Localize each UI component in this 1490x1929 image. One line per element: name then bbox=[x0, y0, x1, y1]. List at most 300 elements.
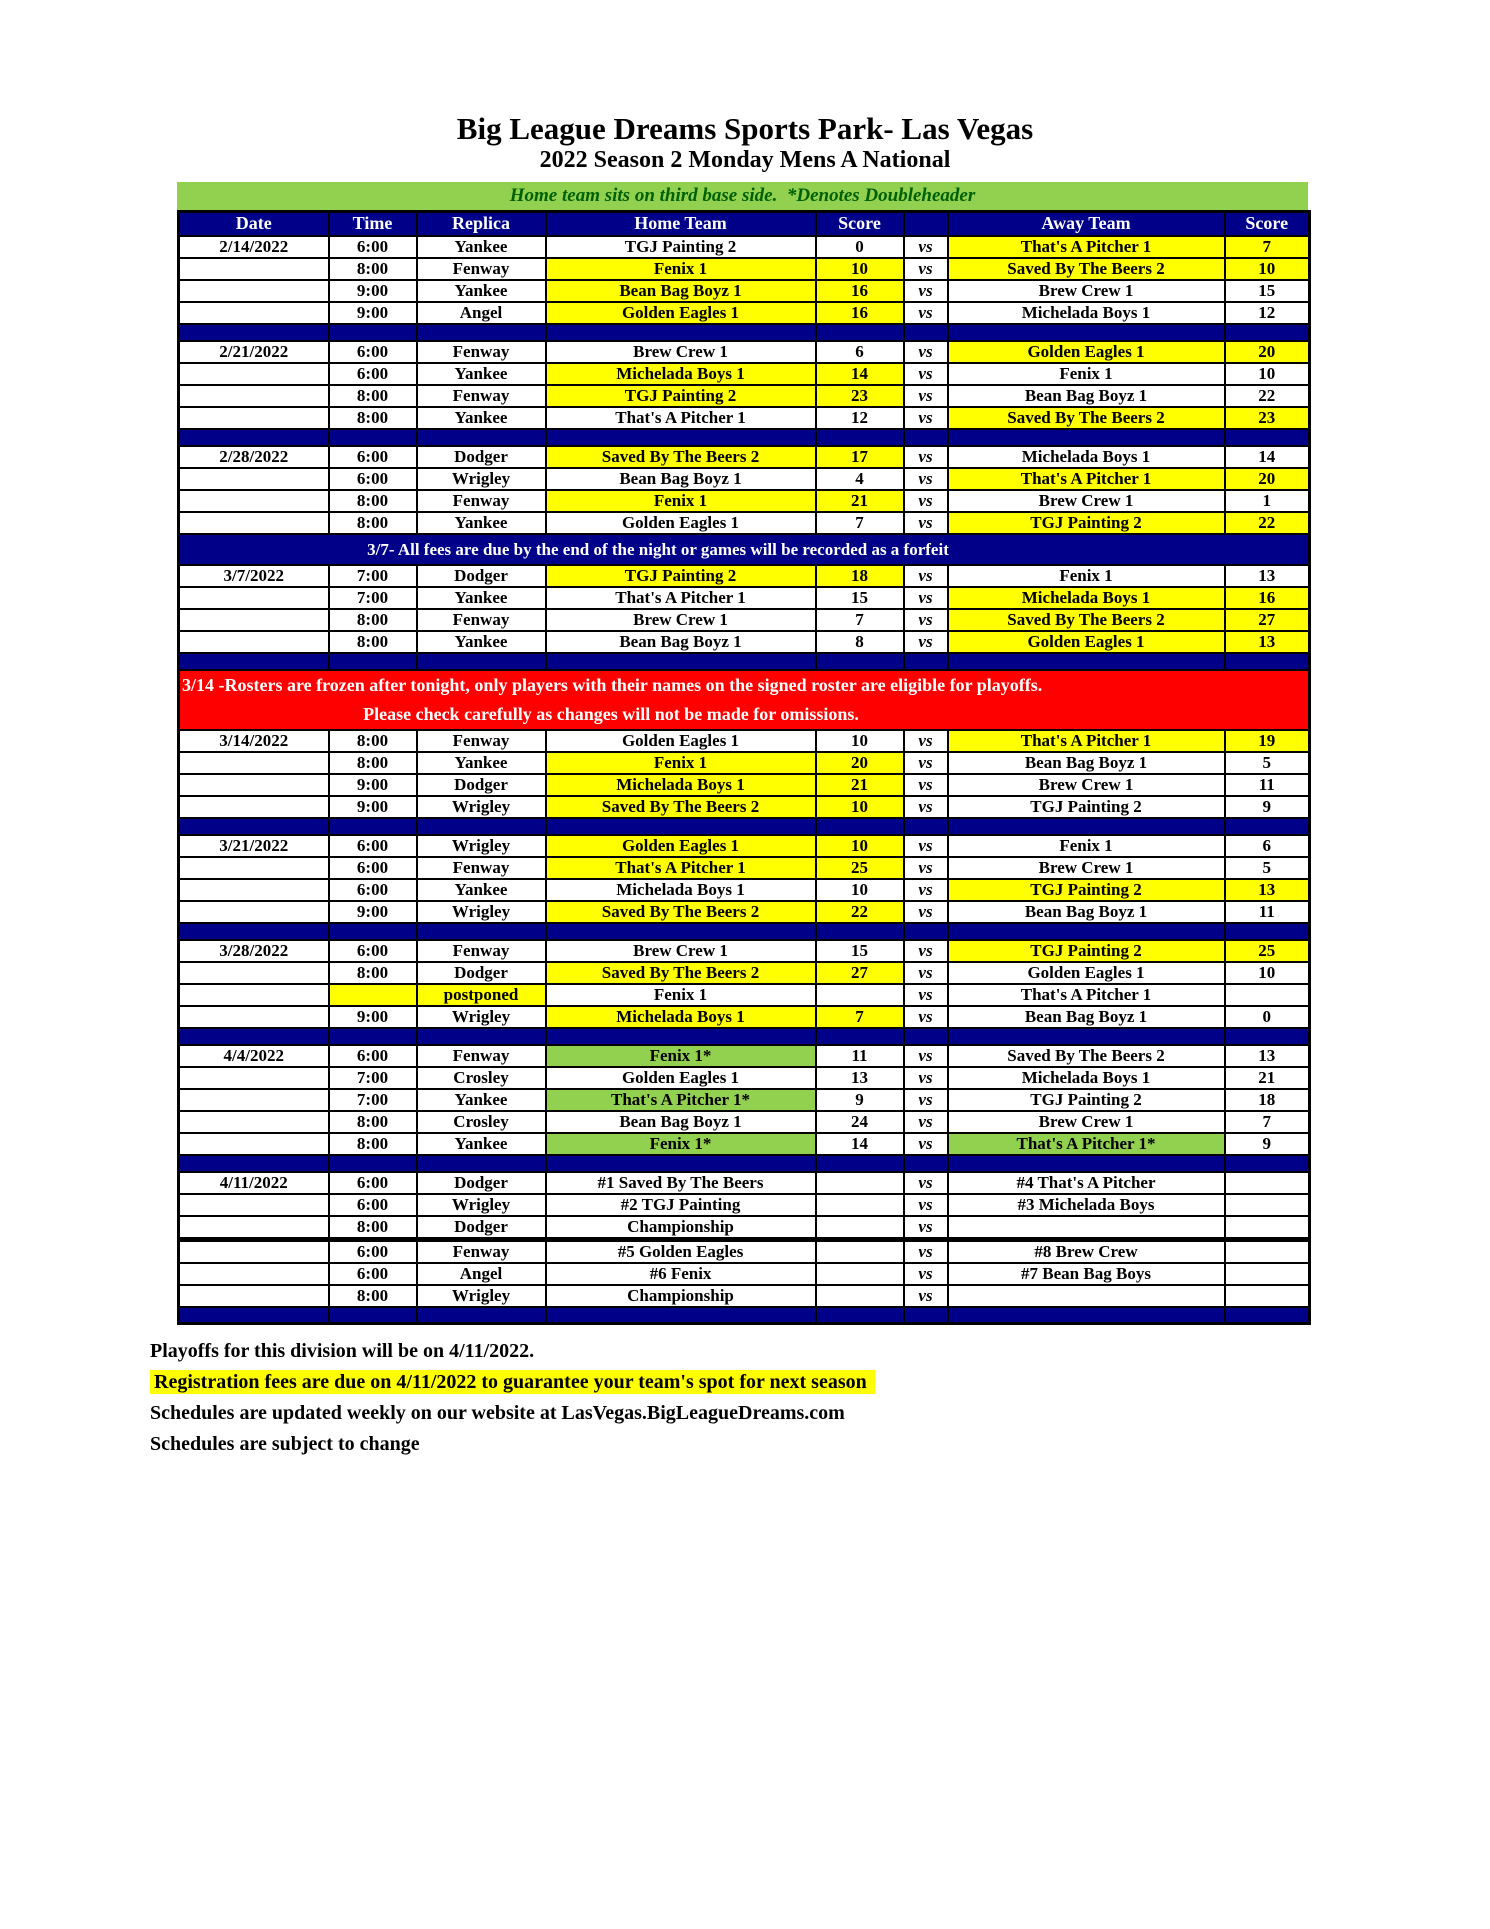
away-score-cell: 20 bbox=[1225, 341, 1310, 363]
home-team-cell: Michelada Boys 1 bbox=[546, 879, 816, 901]
date-cell: 3/21/2022 bbox=[179, 835, 329, 857]
vs-cell: vs bbox=[904, 587, 948, 609]
vs-cell: vs bbox=[904, 857, 948, 879]
replica-cell: Wrigley bbox=[417, 468, 546, 490]
date-cell: 4/4/2022 bbox=[179, 1045, 329, 1067]
vs-cell: vs bbox=[904, 1006, 948, 1028]
away-team-cell: TGJ Painting 2 bbox=[948, 879, 1225, 901]
game-row bbox=[179, 1045, 1310, 1067]
separator-home-score-cell bbox=[816, 324, 904, 341]
home-score-cell bbox=[816, 1285, 904, 1307]
vs-cell: vs bbox=[904, 1263, 948, 1285]
home-score-cell: 9 bbox=[816, 1089, 904, 1111]
separator-time-cell bbox=[329, 653, 417, 670]
date-cell bbox=[179, 901, 329, 923]
separator-away-team-cell bbox=[948, 1028, 1225, 1045]
away-score-cell: 15 bbox=[1225, 280, 1310, 302]
home-team-cell: That's A Pitcher 1 bbox=[546, 407, 816, 429]
home-team-cell: Fenix 1 bbox=[546, 490, 816, 512]
date-cell bbox=[179, 752, 329, 774]
home-team-cell: Brew Crew 1 bbox=[546, 609, 816, 631]
away-score-cell: 7 bbox=[1225, 1111, 1310, 1133]
date-cell bbox=[179, 879, 329, 901]
time-cell: 6:00 bbox=[329, 835, 417, 857]
time-cell: 6:00 bbox=[329, 940, 417, 962]
date-cell bbox=[179, 609, 329, 631]
date-cell bbox=[179, 962, 329, 984]
home-score-cell: 0 bbox=[816, 236, 904, 258]
away-score-cell: 25 bbox=[1225, 940, 1310, 962]
away-score-cell: 11 bbox=[1225, 901, 1310, 923]
away-score-cell: 19 bbox=[1225, 730, 1310, 752]
separator-replica-cell bbox=[417, 653, 546, 670]
separator-away-score-cell bbox=[1225, 1028, 1310, 1045]
away-team-cell: #8 Brew Crew bbox=[948, 1239, 1225, 1263]
date-cell bbox=[179, 258, 329, 280]
away-score-cell bbox=[1225, 984, 1310, 1006]
game-row bbox=[179, 407, 1310, 429]
time-cell: 8:00 bbox=[329, 512, 417, 534]
vs-cell: vs bbox=[904, 796, 948, 818]
date-cell bbox=[179, 1111, 329, 1133]
notice-text bbox=[179, 534, 1310, 565]
time-cell: 8:00 bbox=[329, 1133, 417, 1155]
home-team-cell: That's A Pitcher 1 bbox=[546, 857, 816, 879]
separator-row bbox=[179, 429, 1310, 446]
game-row bbox=[179, 1133, 1310, 1155]
game-row bbox=[179, 752, 1310, 774]
game-row bbox=[179, 236, 1310, 258]
away-score-cell: 16 bbox=[1225, 587, 1310, 609]
replica-cell: Yankee bbox=[417, 363, 546, 385]
away-score-cell: 13 bbox=[1225, 565, 1310, 587]
time-cell: 8:00 bbox=[329, 631, 417, 653]
footer bbox=[150, 1339, 1490, 1457]
away-score-cell: 23 bbox=[1225, 407, 1310, 429]
footer-registration-note: Registration fees are due on 4/11/2022 to guarantee your team's spot for next season bbox=[150, 1370, 875, 1394]
date-cell: 2/21/2022 bbox=[179, 341, 329, 363]
time-cell: 8:00 bbox=[329, 752, 417, 774]
date-cell bbox=[179, 631, 329, 653]
away-team-cell: Brew Crew 1 bbox=[948, 490, 1225, 512]
separator-away-score-cell bbox=[1225, 1307, 1310, 1324]
col-header-away-score: Score bbox=[1225, 212, 1310, 236]
page-title: Big League Dreams Sports Park- Las Vegas bbox=[456, 111, 1034, 146]
separator-away-score-cell bbox=[1225, 324, 1310, 341]
replica-cell: Wrigley bbox=[417, 796, 546, 818]
separator-away-score-cell bbox=[1225, 653, 1310, 670]
separator-home-score-cell bbox=[816, 818, 904, 835]
vs-cell: vs bbox=[904, 363, 948, 385]
vs-cell: vs bbox=[904, 879, 948, 901]
replica-cell: Fenway bbox=[417, 940, 546, 962]
separator-replica-cell bbox=[417, 1028, 546, 1045]
away-score-cell: 9 bbox=[1225, 796, 1310, 818]
away-team-cell: Brew Crew 1 bbox=[948, 857, 1225, 879]
home-score-cell: 11 bbox=[816, 1045, 904, 1067]
date-cell bbox=[179, 512, 329, 534]
time-cell: 8:00 bbox=[329, 407, 417, 429]
date-cell bbox=[179, 302, 329, 324]
home-score-cell bbox=[816, 1263, 904, 1285]
away-score-cell: 0 bbox=[1225, 1006, 1310, 1028]
replica-cell: Crosley bbox=[417, 1067, 546, 1089]
replica-cell: Yankee bbox=[417, 587, 546, 609]
away-team-cell: That's A Pitcher 1 bbox=[948, 468, 1225, 490]
game-row bbox=[179, 341, 1310, 363]
replica-cell: postponed bbox=[417, 984, 546, 1006]
schedule-table bbox=[177, 210, 1311, 1325]
away-score-cell: 13 bbox=[1225, 1045, 1310, 1067]
separator-time-cell bbox=[329, 1028, 417, 1045]
game-row bbox=[179, 730, 1310, 752]
separator-home-score-cell bbox=[816, 1028, 904, 1045]
separator-date-cell bbox=[179, 923, 329, 940]
away-team-cell: #7 Bean Bag Boys bbox=[948, 1263, 1225, 1285]
home-team-cell: #5 Golden Eagles bbox=[546, 1239, 816, 1263]
game-row bbox=[179, 774, 1310, 796]
separator-replica-cell bbox=[417, 923, 546, 940]
game-row bbox=[179, 512, 1310, 534]
vs-cell: vs bbox=[904, 385, 948, 407]
home-team-cell: Championship bbox=[546, 1285, 816, 1307]
separator-date-cell bbox=[179, 1028, 329, 1045]
vs-cell: vs bbox=[904, 730, 948, 752]
separator-away-team-cell bbox=[948, 818, 1225, 835]
time-cell: 8:00 bbox=[329, 1216, 417, 1240]
vs-cell: vs bbox=[904, 446, 948, 468]
away-team-cell: Michelada Boys 1 bbox=[948, 587, 1225, 609]
away-score-cell: 9 bbox=[1225, 1133, 1310, 1155]
away-team-cell: Michelada Boys 1 bbox=[948, 302, 1225, 324]
home-score-cell: 15 bbox=[816, 587, 904, 609]
vs-cell: vs bbox=[904, 1045, 948, 1067]
separator-replica-cell bbox=[417, 818, 546, 835]
replica-cell: Wrigley bbox=[417, 835, 546, 857]
away-team-cell: Bean Bag Boyz 1 bbox=[948, 752, 1225, 774]
footer-registration-line bbox=[150, 1370, 1490, 1395]
vs-cell: vs bbox=[904, 302, 948, 324]
home-team-cell: Fenix 1 bbox=[546, 984, 816, 1006]
game-row bbox=[179, 796, 1310, 818]
col-header-spacer bbox=[904, 212, 948, 236]
date-cell bbox=[179, 1089, 329, 1111]
time-cell: 8:00 bbox=[329, 1111, 417, 1133]
separator-replica-cell bbox=[417, 324, 546, 341]
game-row bbox=[179, 1239, 1310, 1263]
replica-cell: Yankee bbox=[417, 1089, 546, 1111]
away-team-cell: #3 Michelada Boys bbox=[948, 1194, 1225, 1216]
away-team-cell: TGJ Painting 2 bbox=[948, 1089, 1225, 1111]
col-header-home-score: Score bbox=[816, 212, 904, 236]
time-cell: 9:00 bbox=[329, 302, 417, 324]
vs-cell: vs bbox=[904, 940, 948, 962]
replica-cell: Fenway bbox=[417, 730, 546, 752]
home-score-cell: 14 bbox=[816, 1133, 904, 1155]
vs-cell: vs bbox=[904, 341, 948, 363]
vs-cell: vs bbox=[904, 835, 948, 857]
separator-home-score-cell bbox=[816, 1155, 904, 1172]
replica-cell: Dodger bbox=[417, 774, 546, 796]
date-cell: 4/11/2022 bbox=[179, 1172, 329, 1194]
home-score-cell: 24 bbox=[816, 1111, 904, 1133]
game-row bbox=[179, 587, 1310, 609]
game-row bbox=[179, 385, 1310, 407]
time-cell: 9:00 bbox=[329, 280, 417, 302]
home-team-cell: Fenix 1* bbox=[546, 1045, 816, 1067]
replica-cell: Fenway bbox=[417, 258, 546, 280]
game-row bbox=[179, 1172, 1310, 1194]
separator-time-cell bbox=[329, 923, 417, 940]
away-team-cell: Saved By The Beers 2 bbox=[948, 1045, 1225, 1067]
away-score-cell: 5 bbox=[1225, 752, 1310, 774]
home-score-cell bbox=[816, 1172, 904, 1194]
away-team-cell: Brew Crew 1 bbox=[948, 1111, 1225, 1133]
date-cell bbox=[179, 385, 329, 407]
separator-away-team-cell bbox=[948, 923, 1225, 940]
away-team-cell: Michelada Boys 1 bbox=[948, 446, 1225, 468]
away-team-cell: Michelada Boys 1 bbox=[948, 1067, 1225, 1089]
replica-cell: Fenway bbox=[417, 609, 546, 631]
home-score-cell: 10 bbox=[816, 796, 904, 818]
home-score-cell: 10 bbox=[816, 879, 904, 901]
away-score-cell: 20 bbox=[1225, 468, 1310, 490]
away-score-cell: 7 bbox=[1225, 236, 1310, 258]
replica-cell: Yankee bbox=[417, 236, 546, 258]
home-score-cell: 18 bbox=[816, 565, 904, 587]
home-score-cell bbox=[816, 1194, 904, 1216]
separator-home-team-cell bbox=[546, 818, 816, 835]
separator-row bbox=[179, 923, 1310, 940]
notice-line: 3/7- All fees are due by the end of the night or games will be recorded as a forfeit bbox=[367, 539, 949, 559]
replica-cell: Fenway bbox=[417, 857, 546, 879]
home-score-cell: 6 bbox=[816, 341, 904, 363]
away-score-cell: 13 bbox=[1225, 879, 1310, 901]
separator-row bbox=[179, 1307, 1310, 1324]
time-cell: 6:00 bbox=[329, 1045, 417, 1067]
game-row bbox=[179, 1111, 1310, 1133]
home-team-cell: Michelada Boys 1 bbox=[546, 1006, 816, 1028]
game-row bbox=[179, 1067, 1310, 1089]
home-team-cell: #2 TGJ Painting bbox=[546, 1194, 816, 1216]
replica-cell: Dodger bbox=[417, 962, 546, 984]
game-row bbox=[179, 857, 1310, 879]
footer-playoffs-note: Playoffs for this division will be on 4/11/2022. bbox=[150, 1340, 535, 1362]
replica-cell: Angel bbox=[417, 1263, 546, 1285]
away-score-cell: 11 bbox=[1225, 774, 1310, 796]
separator-date-cell bbox=[179, 818, 329, 835]
home-team-cell: Golden Eagles 1 bbox=[546, 302, 816, 324]
separator-date-cell bbox=[179, 324, 329, 341]
home-score-cell: 27 bbox=[816, 962, 904, 984]
header-row bbox=[179, 212, 1310, 236]
replica-cell: Fenway bbox=[417, 385, 546, 407]
replica-cell: Crosley bbox=[417, 1111, 546, 1133]
separator-away-team-cell bbox=[948, 653, 1225, 670]
home-team-cell: Bean Bag Boyz 1 bbox=[546, 280, 816, 302]
separator-away-score-cell bbox=[1225, 818, 1310, 835]
separator-vs-cell bbox=[904, 324, 948, 341]
time-cell: 8:00 bbox=[329, 962, 417, 984]
separator-vs-cell bbox=[904, 1307, 948, 1324]
away-team-cell: Brew Crew 1 bbox=[948, 280, 1225, 302]
separator-vs-cell bbox=[904, 818, 948, 835]
notice-row-blue bbox=[179, 534, 1310, 565]
game-row bbox=[179, 468, 1310, 490]
separator-row bbox=[179, 818, 1310, 835]
away-score-cell: 6 bbox=[1225, 835, 1310, 857]
date-cell bbox=[179, 774, 329, 796]
away-team-cell: Brew Crew 1 bbox=[948, 774, 1225, 796]
away-team-cell: That's A Pitcher 1 bbox=[948, 984, 1225, 1006]
time-cell: 6:00 bbox=[329, 446, 417, 468]
separator-time-cell bbox=[329, 324, 417, 341]
vs-cell: vs bbox=[904, 962, 948, 984]
home-score-cell: 8 bbox=[816, 631, 904, 653]
date-cell: 3/14/2022 bbox=[179, 730, 329, 752]
away-team-cell: TGJ Painting 2 bbox=[948, 796, 1225, 818]
home-team-cell: Golden Eagles 1 bbox=[546, 1067, 816, 1089]
away-score-cell: 14 bbox=[1225, 446, 1310, 468]
home-score-cell: 16 bbox=[816, 302, 904, 324]
separator-vs-cell bbox=[904, 1028, 948, 1045]
separator-vs-cell bbox=[904, 653, 948, 670]
away-score-cell bbox=[1225, 1239, 1310, 1263]
separator-home-team-cell bbox=[546, 923, 816, 940]
home-score-cell: 10 bbox=[816, 835, 904, 857]
home-team-cell: Saved By The Beers 2 bbox=[546, 446, 816, 468]
replica-cell: Yankee bbox=[417, 1133, 546, 1155]
date-cell bbox=[179, 1285, 329, 1307]
time-cell: 7:00 bbox=[329, 587, 417, 609]
date-cell bbox=[179, 1216, 329, 1240]
home-score-cell bbox=[816, 984, 904, 1006]
date-cell: 2/28/2022 bbox=[179, 446, 329, 468]
home-score-cell: 14 bbox=[816, 363, 904, 385]
home-team-cell: Golden Eagles 1 bbox=[546, 512, 816, 534]
replica-cell: Angel bbox=[417, 302, 546, 324]
time-cell: 6:00 bbox=[329, 1194, 417, 1216]
home-score-cell: 20 bbox=[816, 752, 904, 774]
home-score-cell: 17 bbox=[816, 446, 904, 468]
replica-cell: Yankee bbox=[417, 752, 546, 774]
separator-home-team-cell bbox=[546, 1155, 816, 1172]
vs-cell: vs bbox=[904, 1089, 948, 1111]
separator-home-team-cell bbox=[546, 1028, 816, 1045]
home-team-cell: Fenix 1 bbox=[546, 258, 816, 280]
date-cell bbox=[179, 1263, 329, 1285]
separator-row bbox=[179, 1155, 1310, 1172]
away-team-cell: Saved By The Beers 2 bbox=[948, 609, 1225, 631]
date-cell bbox=[179, 1006, 329, 1028]
time-cell: 8:00 bbox=[329, 609, 417, 631]
game-row bbox=[179, 1006, 1310, 1028]
separator-date-cell bbox=[179, 1307, 329, 1324]
away-team-cell: Golden Eagles 1 bbox=[948, 631, 1225, 653]
schedule-body bbox=[179, 236, 1310, 1324]
away-team-cell: Golden Eagles 1 bbox=[948, 341, 1225, 363]
date-cell bbox=[179, 1239, 329, 1263]
time-cell: 6:00 bbox=[329, 236, 417, 258]
separator-date-cell bbox=[179, 653, 329, 670]
home-team-cell: That's A Pitcher 1* bbox=[546, 1089, 816, 1111]
replica-cell: Wrigley bbox=[417, 901, 546, 923]
replica-cell: Wrigley bbox=[417, 1006, 546, 1028]
vs-cell: vs bbox=[904, 901, 948, 923]
separator-time-cell bbox=[329, 429, 417, 446]
col-header-away-team: Away Team bbox=[948, 212, 1225, 236]
home-score-cell: 13 bbox=[816, 1067, 904, 1089]
separator-time-cell bbox=[329, 818, 417, 835]
game-row bbox=[179, 446, 1310, 468]
home-team-cell: TGJ Painting 2 bbox=[546, 236, 816, 258]
separator-row bbox=[179, 324, 1310, 341]
home-team-cell: Fenix 1* bbox=[546, 1133, 816, 1155]
home-score-cell: 7 bbox=[816, 609, 904, 631]
away-team-cell: #4 That's A Pitcher bbox=[948, 1172, 1225, 1194]
home-team-cell: Saved By The Beers 2 bbox=[546, 796, 816, 818]
home-team-cell: Golden Eagles 1 bbox=[546, 730, 816, 752]
time-cell: 7:00 bbox=[329, 565, 417, 587]
time-cell: 6:00 bbox=[329, 468, 417, 490]
home-team-cell: Brew Crew 1 bbox=[546, 940, 816, 962]
separator-replica-cell bbox=[417, 1307, 546, 1324]
replica-cell: Yankee bbox=[417, 280, 546, 302]
home-team-cell: Fenix 1 bbox=[546, 752, 816, 774]
away-score-cell: 10 bbox=[1225, 363, 1310, 385]
home-score-cell: 23 bbox=[816, 385, 904, 407]
away-team-cell: That's A Pitcher 1* bbox=[948, 1133, 1225, 1155]
date-cell: 2/14/2022 bbox=[179, 236, 329, 258]
time-cell bbox=[329, 984, 417, 1006]
game-row bbox=[179, 835, 1310, 857]
date-cell: 3/28/2022 bbox=[179, 940, 329, 962]
away-score-cell: 10 bbox=[1225, 962, 1310, 984]
home-score-cell: 10 bbox=[816, 730, 904, 752]
separator-away-team-cell bbox=[948, 1155, 1225, 1172]
time-cell: 8:00 bbox=[329, 385, 417, 407]
away-team-cell: That's A Pitcher 1 bbox=[948, 730, 1225, 752]
date-cell bbox=[179, 1194, 329, 1216]
game-row bbox=[179, 565, 1310, 587]
away-team-cell: Golden Eagles 1 bbox=[948, 962, 1225, 984]
vs-cell: vs bbox=[904, 984, 948, 1006]
away-score-cell bbox=[1225, 1285, 1310, 1307]
home-score-cell bbox=[816, 1216, 904, 1240]
away-score-cell: 22 bbox=[1225, 385, 1310, 407]
time-cell: 8:00 bbox=[329, 730, 417, 752]
home-team-cell: Michelada Boys 1 bbox=[546, 363, 816, 385]
date-cell bbox=[179, 468, 329, 490]
game-row bbox=[179, 1285, 1310, 1307]
vs-cell: vs bbox=[904, 258, 948, 280]
game-row bbox=[179, 984, 1310, 1006]
away-score-cell bbox=[1225, 1172, 1310, 1194]
away-score-cell bbox=[1225, 1194, 1310, 1216]
away-team-cell: Bean Bag Boyz 1 bbox=[948, 1006, 1225, 1028]
home-team-cell: Golden Eagles 1 bbox=[546, 835, 816, 857]
separator-vs-cell bbox=[904, 923, 948, 940]
away-team-cell: Fenix 1 bbox=[948, 565, 1225, 587]
date-cell bbox=[179, 363, 329, 385]
time-cell: 7:00 bbox=[329, 1067, 417, 1089]
vs-cell: vs bbox=[904, 1133, 948, 1155]
notice-row-red bbox=[179, 670, 1310, 730]
home-score-cell: 4 bbox=[816, 468, 904, 490]
separator-home-score-cell bbox=[816, 653, 904, 670]
vs-cell: vs bbox=[904, 490, 948, 512]
date-cell bbox=[179, 280, 329, 302]
